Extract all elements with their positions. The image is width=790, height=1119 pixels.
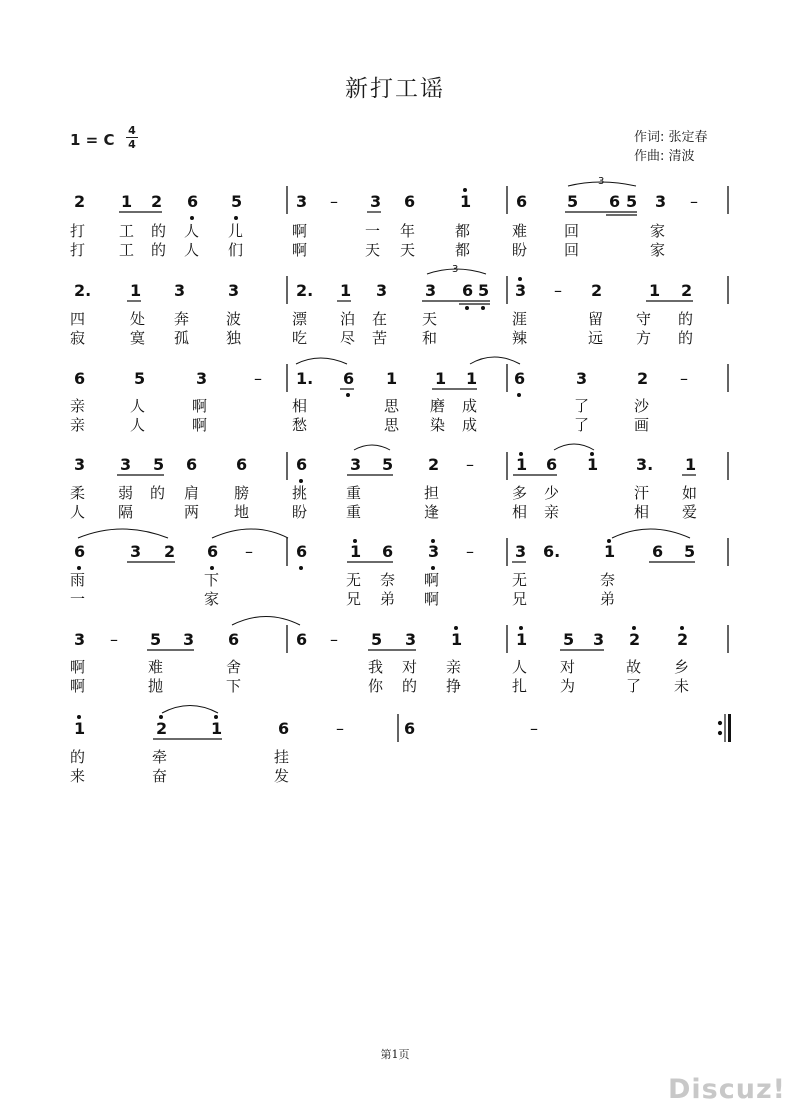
lyric: 相 xyxy=(634,503,650,521)
dash: – xyxy=(330,192,338,211)
lyric: 回 xyxy=(564,222,580,240)
lyric: 奔 xyxy=(174,310,190,328)
lyric: 家 xyxy=(650,222,666,240)
note: 6 xyxy=(382,542,394,561)
note: 3 xyxy=(74,455,86,474)
lyric: 染 xyxy=(430,416,446,434)
lyric: 你 xyxy=(368,677,384,695)
note: 1 xyxy=(211,719,223,738)
lyric: 一 xyxy=(365,222,381,240)
lyric: 对 xyxy=(560,658,576,676)
note: 6 xyxy=(236,455,248,474)
note: 6 xyxy=(296,455,308,474)
lyric: 磨 xyxy=(430,397,446,415)
lyric: 舍 xyxy=(226,658,242,676)
dash: – xyxy=(330,630,338,649)
lyric: 弱 xyxy=(118,484,134,502)
lyric: 吃 xyxy=(292,329,308,347)
lyric: 思 xyxy=(384,416,400,434)
note: 6 xyxy=(516,192,528,211)
note: 1 xyxy=(685,455,697,474)
note: 3 xyxy=(174,281,186,300)
staff-5 xyxy=(70,529,695,608)
lyric: 啊 xyxy=(292,241,308,259)
lyric: 来 xyxy=(70,767,86,785)
lyric: 啊 xyxy=(192,416,208,434)
dash: – xyxy=(530,719,538,738)
note: 5 xyxy=(567,192,579,211)
note: 3 xyxy=(425,281,437,300)
staff-3 xyxy=(70,357,688,434)
lyric: 挑 xyxy=(292,484,308,502)
key-signature: 1 = C xyxy=(70,131,115,149)
note: 5 xyxy=(382,455,394,474)
note: 3 xyxy=(370,192,382,211)
lyric: 一 xyxy=(70,590,86,608)
note: 6 xyxy=(462,281,474,300)
lyric: 年 xyxy=(400,222,416,240)
lyric: 亲 xyxy=(70,397,86,415)
lyric: 儿 xyxy=(228,222,244,240)
tie xyxy=(612,529,690,538)
triplet-mark: 3 xyxy=(452,264,459,275)
lyric: 爱 xyxy=(682,503,698,521)
lyric: 尽 xyxy=(340,329,356,347)
dash: – xyxy=(336,719,344,738)
staff-6 xyxy=(70,617,689,696)
lyric: 啊 xyxy=(192,397,208,415)
lyric: 漂 xyxy=(292,310,308,328)
lyric: 啊 xyxy=(424,590,440,608)
lyric: 亲 xyxy=(446,658,462,676)
lyric: 相 xyxy=(512,503,528,521)
note: 1 xyxy=(604,542,616,561)
lyric: 为 xyxy=(560,677,576,695)
note: 6. xyxy=(543,542,561,561)
lyric: 扎 xyxy=(512,677,528,695)
lyric: 人 xyxy=(130,416,146,434)
note: 1 xyxy=(386,369,398,388)
note: 2 xyxy=(591,281,603,300)
note: 3 xyxy=(74,630,86,649)
lyric: 方 xyxy=(636,329,652,347)
lyric: 的 xyxy=(402,677,418,695)
lyric: 难 xyxy=(148,658,164,676)
lyric: 留 xyxy=(588,310,604,328)
dash: – xyxy=(110,630,118,649)
lyric: 啊 xyxy=(424,571,440,589)
note: 2 xyxy=(677,630,689,649)
lyric: 隔 xyxy=(118,503,134,521)
lyric: 啊 xyxy=(70,677,86,695)
lyric: 的 xyxy=(678,329,694,347)
lyric: 奈 xyxy=(600,571,616,589)
lyric: 对 xyxy=(402,658,418,676)
lyric: 亲 xyxy=(544,503,560,521)
tie xyxy=(354,445,390,450)
tie xyxy=(212,529,288,538)
lyric: 了 xyxy=(574,397,590,415)
note: 3 xyxy=(515,281,527,300)
note: 5 xyxy=(371,630,383,649)
note: 6 xyxy=(278,719,290,738)
tie xyxy=(162,706,218,714)
note: 5 xyxy=(134,369,146,388)
tie xyxy=(232,617,300,626)
lyric: 故 xyxy=(626,658,642,676)
lyric: 盼 xyxy=(292,503,308,521)
note: 6 xyxy=(186,455,198,474)
lyric: 的 xyxy=(151,241,167,259)
note: 1 xyxy=(435,369,447,388)
lyric: 都 xyxy=(455,222,471,240)
note: 2. xyxy=(74,281,92,300)
lyric: 人 xyxy=(130,397,146,415)
page-number: 第1页 xyxy=(380,1048,410,1061)
lyric: 涯 xyxy=(512,310,528,328)
note: 1 xyxy=(516,455,528,474)
end-repeat xyxy=(718,714,729,742)
note: 3 xyxy=(120,455,132,474)
lyric: 担 xyxy=(424,484,440,502)
lyric: 成 xyxy=(462,397,478,415)
tie xyxy=(296,358,347,364)
lyric: 无 xyxy=(512,571,528,589)
lyric: 的 xyxy=(70,748,86,766)
note: 3 xyxy=(405,630,417,649)
lyric: 奈 xyxy=(380,571,396,589)
note: 3 xyxy=(196,369,208,388)
note: 3 xyxy=(130,542,142,561)
lyric: 的 xyxy=(150,484,166,502)
lyric: 都 xyxy=(455,241,471,259)
dash: – xyxy=(254,369,262,388)
note: 2 xyxy=(156,719,168,738)
staff-7 xyxy=(70,706,538,786)
lyric: 人 xyxy=(70,503,86,521)
note: 3 xyxy=(515,542,527,561)
lyric: 难 xyxy=(512,222,528,240)
note: 5 xyxy=(563,630,575,649)
note: 6 xyxy=(207,542,219,561)
note: 6 xyxy=(74,369,86,388)
note: 6 xyxy=(74,542,86,561)
staff-2 xyxy=(70,264,693,347)
note: 1 xyxy=(340,281,352,300)
lyric: 家 xyxy=(204,590,220,608)
staff-1 xyxy=(70,176,698,259)
lyric: 了 xyxy=(574,416,590,434)
lyric: 思 xyxy=(384,397,400,415)
note: 6 xyxy=(296,630,308,649)
lyric: 画 xyxy=(634,416,650,434)
lyric: 雨 xyxy=(70,571,86,589)
lyric: 无 xyxy=(346,571,362,589)
lyric: 盼 xyxy=(512,241,528,259)
dash: – xyxy=(466,542,474,561)
note: 1 xyxy=(121,192,133,211)
lyric: 弟 xyxy=(380,590,396,608)
dash: – xyxy=(554,281,562,300)
note: 2. xyxy=(296,281,314,300)
lyric: 寂 xyxy=(70,329,86,347)
lyric: 苦 xyxy=(372,329,388,347)
note: 1 xyxy=(74,719,86,738)
dash: – xyxy=(466,455,474,474)
lyric: 家 xyxy=(650,241,666,259)
lyric: 抛 xyxy=(148,677,164,695)
dash: – xyxy=(245,542,253,561)
tie xyxy=(470,357,520,364)
note: 1 xyxy=(460,192,472,211)
note: 1 xyxy=(451,630,463,649)
note: 2 xyxy=(164,542,176,561)
lyric: 多 xyxy=(512,484,528,502)
lyric: 的 xyxy=(151,222,167,240)
note: 5 xyxy=(626,192,638,211)
lyric: 远 xyxy=(588,329,604,347)
note: 6 xyxy=(404,719,416,738)
note: 2 xyxy=(428,455,440,474)
note: 5 xyxy=(153,455,165,474)
lyric: 两 xyxy=(184,503,200,521)
triplet-mark: 3 xyxy=(598,176,605,187)
lyric: 天 xyxy=(400,241,416,259)
note: 1 xyxy=(649,281,661,300)
lyric: 牵 xyxy=(152,748,168,766)
note: 5 xyxy=(478,281,490,300)
lyric: 我 xyxy=(368,658,384,676)
lyric: 少 xyxy=(544,484,560,502)
note: 2 xyxy=(151,192,163,211)
lyric: 如 xyxy=(682,484,698,502)
lyric: 肩 xyxy=(184,484,200,502)
lyric: 啊 xyxy=(292,222,308,240)
note: 3 xyxy=(183,630,195,649)
note: 3. xyxy=(636,455,654,474)
note: 1. xyxy=(296,369,314,388)
lyric: 乡 xyxy=(674,658,690,676)
note: 3 xyxy=(350,455,362,474)
lyric: 相 xyxy=(292,397,308,415)
lyric: 下 xyxy=(204,571,220,589)
lyric: 在 xyxy=(372,310,388,328)
lyric: 泊 xyxy=(340,310,356,328)
lyric: 工 xyxy=(119,241,135,259)
dash: – xyxy=(680,369,688,388)
lyric: 沙 xyxy=(634,397,650,415)
note: 6 xyxy=(187,192,199,211)
lyric: 亲 xyxy=(70,416,86,434)
composer-credit: 作曲: 清波 xyxy=(634,149,695,164)
watermark-logo: Discuz! xyxy=(668,1074,786,1105)
note: 6 xyxy=(514,369,526,388)
lyric: 回 xyxy=(564,241,580,259)
lyric: 人 xyxy=(184,222,200,240)
note: 3 xyxy=(593,630,605,649)
note: 1 xyxy=(516,630,528,649)
note: 6 xyxy=(609,192,621,211)
note: 3 xyxy=(228,281,240,300)
lyric: 打 xyxy=(70,222,86,240)
dash: – xyxy=(690,192,698,211)
note: 2 xyxy=(74,192,86,211)
lyric: 处 xyxy=(130,310,146,328)
note: 2 xyxy=(637,369,649,388)
note: 3 xyxy=(576,369,588,388)
lyric: 发 xyxy=(274,767,290,785)
lyric: 四 xyxy=(70,310,86,328)
lyricist-credit: 作词: 张定春 xyxy=(634,130,708,145)
lyric: 们 xyxy=(228,241,244,259)
lyric: 未 xyxy=(674,677,690,695)
song-title: 新打工谣 xyxy=(345,76,445,102)
meter-bottom: 4 xyxy=(128,138,136,151)
lyric: 膀 xyxy=(234,484,250,502)
lyric: 弟 xyxy=(600,590,616,608)
lyric: 兄 xyxy=(512,590,528,608)
lyric: 工 xyxy=(119,222,135,240)
lyric: 奋 xyxy=(152,767,168,785)
staff-4 xyxy=(70,444,697,521)
lyric: 啊 xyxy=(70,658,86,676)
note: 3 xyxy=(376,281,388,300)
lyric: 的 xyxy=(678,310,694,328)
lyric: 天 xyxy=(422,310,438,328)
lyric: 重 xyxy=(346,484,362,502)
lyric: 人 xyxy=(184,241,200,259)
note: 3 xyxy=(655,192,667,211)
note: 1 xyxy=(587,455,599,474)
note: 6 xyxy=(546,455,558,474)
meter-top: 4 xyxy=(128,124,136,137)
lyric: 下 xyxy=(226,677,242,695)
lyric: 汗 xyxy=(634,484,650,502)
note: 6 xyxy=(404,192,416,211)
lyric: 波 xyxy=(226,310,242,328)
lyric: 寞 xyxy=(130,329,146,347)
lyric: 天 xyxy=(365,241,381,259)
note: 1 xyxy=(466,369,478,388)
lyric: 挂 xyxy=(274,748,290,766)
note: 1 xyxy=(130,281,142,300)
note: 5 xyxy=(231,192,243,211)
note: 3 xyxy=(428,542,440,561)
lyric: 辣 xyxy=(512,329,528,347)
lyric: 了 xyxy=(626,677,642,695)
lyric: 和 xyxy=(422,329,438,347)
lyric: 独 xyxy=(226,329,242,347)
lyric: 兄 xyxy=(346,590,362,608)
lyric: 守 xyxy=(636,310,652,328)
lyric: 人 xyxy=(512,658,528,676)
lyric: 打 xyxy=(70,241,86,259)
lyric: 地 xyxy=(234,503,250,521)
note: 6 xyxy=(228,630,240,649)
lyric: 挣 xyxy=(446,677,462,695)
lyric: 愁 xyxy=(292,416,308,434)
note: 5 xyxy=(150,630,162,649)
note: 6 xyxy=(343,369,355,388)
note: 6 xyxy=(652,542,664,561)
lyric: 柔 xyxy=(70,484,86,502)
lyric: 逢 xyxy=(424,503,440,521)
tie xyxy=(78,529,168,538)
tie xyxy=(554,444,594,450)
lyric: 孤 xyxy=(174,329,190,347)
note: 5 xyxy=(684,542,696,561)
note: 2 xyxy=(629,630,641,649)
lyric: 成 xyxy=(462,416,478,434)
lyric: 重 xyxy=(346,503,362,521)
note: 2 xyxy=(681,281,693,300)
note: 1 xyxy=(350,542,362,561)
note: 6 xyxy=(296,542,308,561)
note: 3 xyxy=(296,192,308,211)
